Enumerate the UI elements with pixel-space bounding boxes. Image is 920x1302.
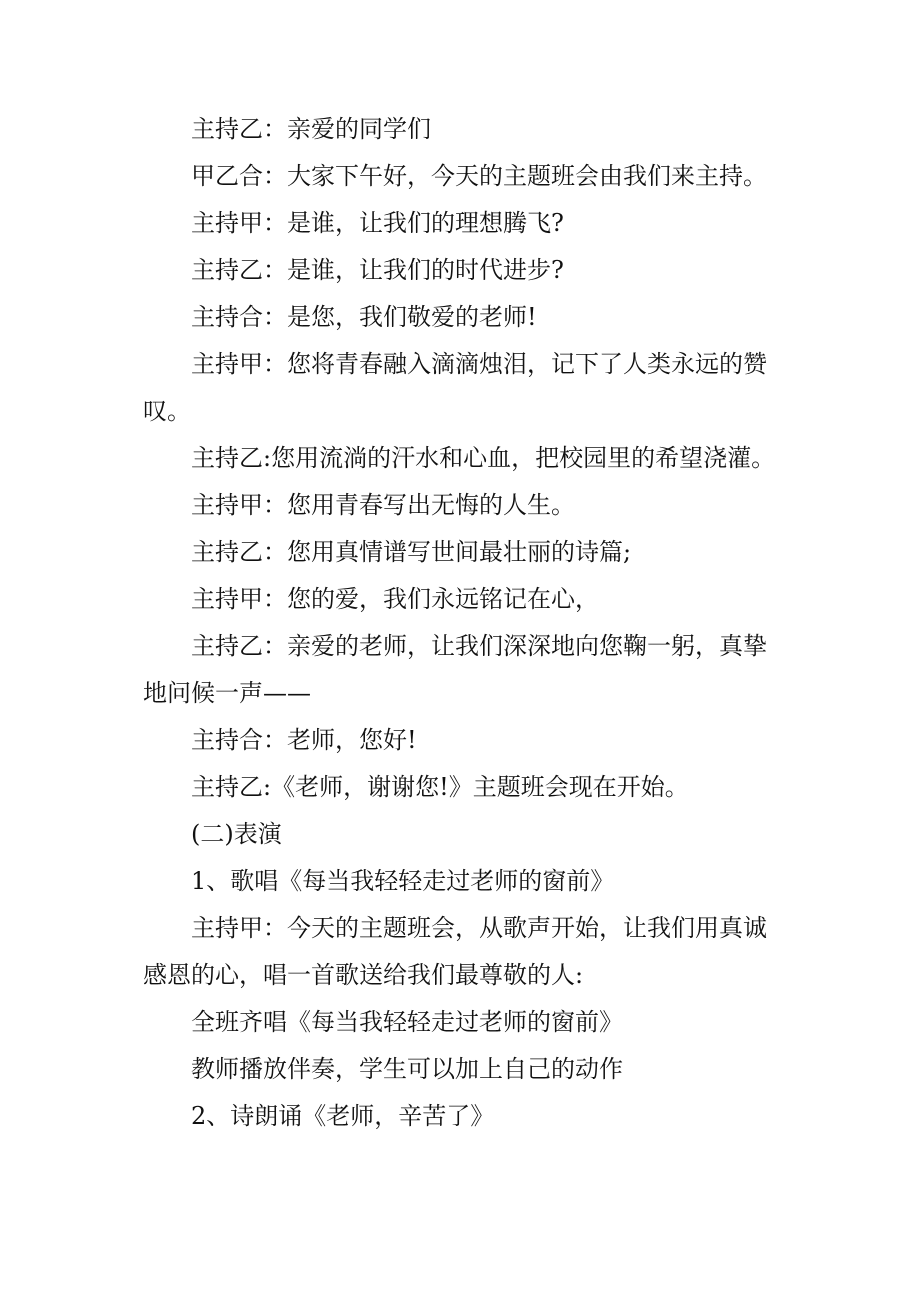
paragraph-17: 全班齐唱《每当我轻轻走过老师的窗前》 (191, 1008, 623, 1036)
paragraph-2: 甲乙合：大家下午好，今天的主题班会由我们来主持。 (191, 162, 767, 190)
paragraph-3: 主持甲：是谁，让我们的理想腾飞? (191, 209, 564, 237)
paragraph-12: 主持合：老师，您好! (191, 726, 417, 754)
document-body (143, 106, 783, 1140)
paragraph-16: 主持甲：今天的主题班会，从歌声开始，让我们用真诚感恩的心，唱一首歌送给我们最尊敬的人: (143, 914, 767, 989)
paragraph-10: 主持甲：您的爱，我们永远铭记在心， (191, 585, 599, 613)
paragraph-19: 2、诗朗诵《老师，辛苦了》 (191, 1102, 495, 1130)
paragraph-9: 主持乙：您用真情谱写世间最壮丽的诗篇; (191, 538, 632, 566)
paragraph-13: 主持乙:《老师，谢谢您!》主题班会现在开始。 (191, 773, 689, 801)
paragraph-11: 主持乙：亲爱的老师，让我们深深地向您鞠一躬，真挚地问候一声—— (143, 632, 767, 707)
paragraph-7: 主持乙:您用流淌的汗水和心血，把校园里的希望浇灌。 (191, 444, 776, 472)
paragraph-5: 主持合：是您，我们敬爱的老师! (191, 303, 537, 331)
paragraph-8: 主持甲：您用青春写出无悔的人生。 (191, 491, 575, 519)
paragraph-1: 主持乙：亲爱的同学们 (191, 115, 431, 143)
paragraph-6: 主持甲：您将青春融入滴滴烛泪，记下了人类永远的赞叹。 (143, 350, 767, 425)
paragraph-4: 主持乙：是谁，让我们的时代进步? (191, 256, 564, 284)
paragraph-14: (二)表演 (191, 820, 282, 848)
paragraph-18: 教师播放伴奏，学生可以加上自己的动作 (191, 1055, 623, 1083)
paragraph-15: 1、歌唱《每当我轻轻走过老师的窗前》 (191, 867, 615, 895)
